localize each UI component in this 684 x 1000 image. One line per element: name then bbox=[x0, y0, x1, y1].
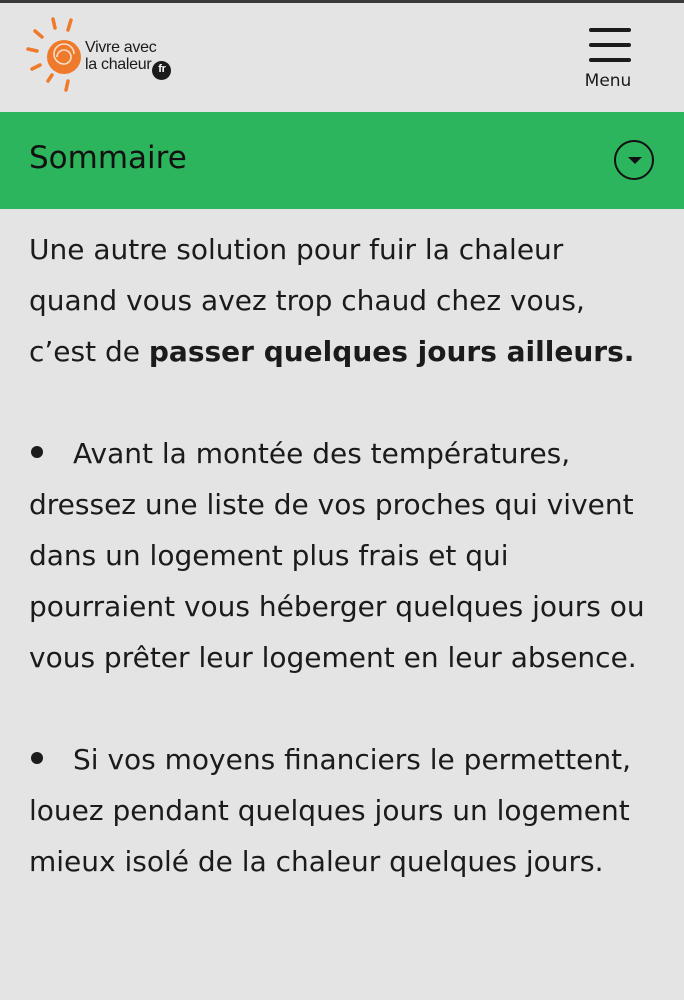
logo-fr-badge: fr bbox=[152, 61, 171, 80]
logo-wordmark bbox=[85, 39, 171, 80]
sun-logo-icon bbox=[24, 17, 94, 99]
hamburger-menu-icon bbox=[589, 28, 631, 62]
summary-title: Sommaire bbox=[29, 140, 187, 176]
intro-text: Une autre solution pour fuir la chaleur quand vous avez trop chaud chez vous, c’est de bbox=[29, 233, 585, 368]
chevron-down-circle-icon[interactable] bbox=[614, 140, 654, 180]
summary-toggle-bar[interactable] bbox=[0, 112, 684, 209]
logo-line-2: la chaleur bbox=[85, 56, 152, 73]
bullet-icon bbox=[31, 752, 43, 764]
list-item bbox=[29, 734, 659, 887]
list-item-text: Si vos moyens financiers le permettent, louez pendant quelques jours un logement mieux isolé de la chaleur quelques jours. bbox=[29, 743, 632, 878]
intro-emphasis: passer quelques jours ailleurs. bbox=[148, 335, 635, 368]
site-logo[interactable] bbox=[24, 17, 224, 99]
list-item bbox=[29, 428, 659, 683]
menu-button[interactable] bbox=[576, 25, 640, 97]
bullet-icon bbox=[31, 446, 43, 458]
article-content bbox=[29, 224, 659, 938]
intro-paragraph bbox=[29, 224, 659, 377]
menu-label: Menu bbox=[584, 71, 632, 91]
site-header bbox=[0, 3, 684, 112]
logo-line-1: Vivre avec bbox=[85, 39, 157, 56]
list-item-text: Avant la montée des températures, dressez une liste de vos proches qui vivent dans un logement plus frais et qui pourraient vous héberger quelques jours ou vous prêter leur logement en leur absence. bbox=[29, 437, 645, 674]
